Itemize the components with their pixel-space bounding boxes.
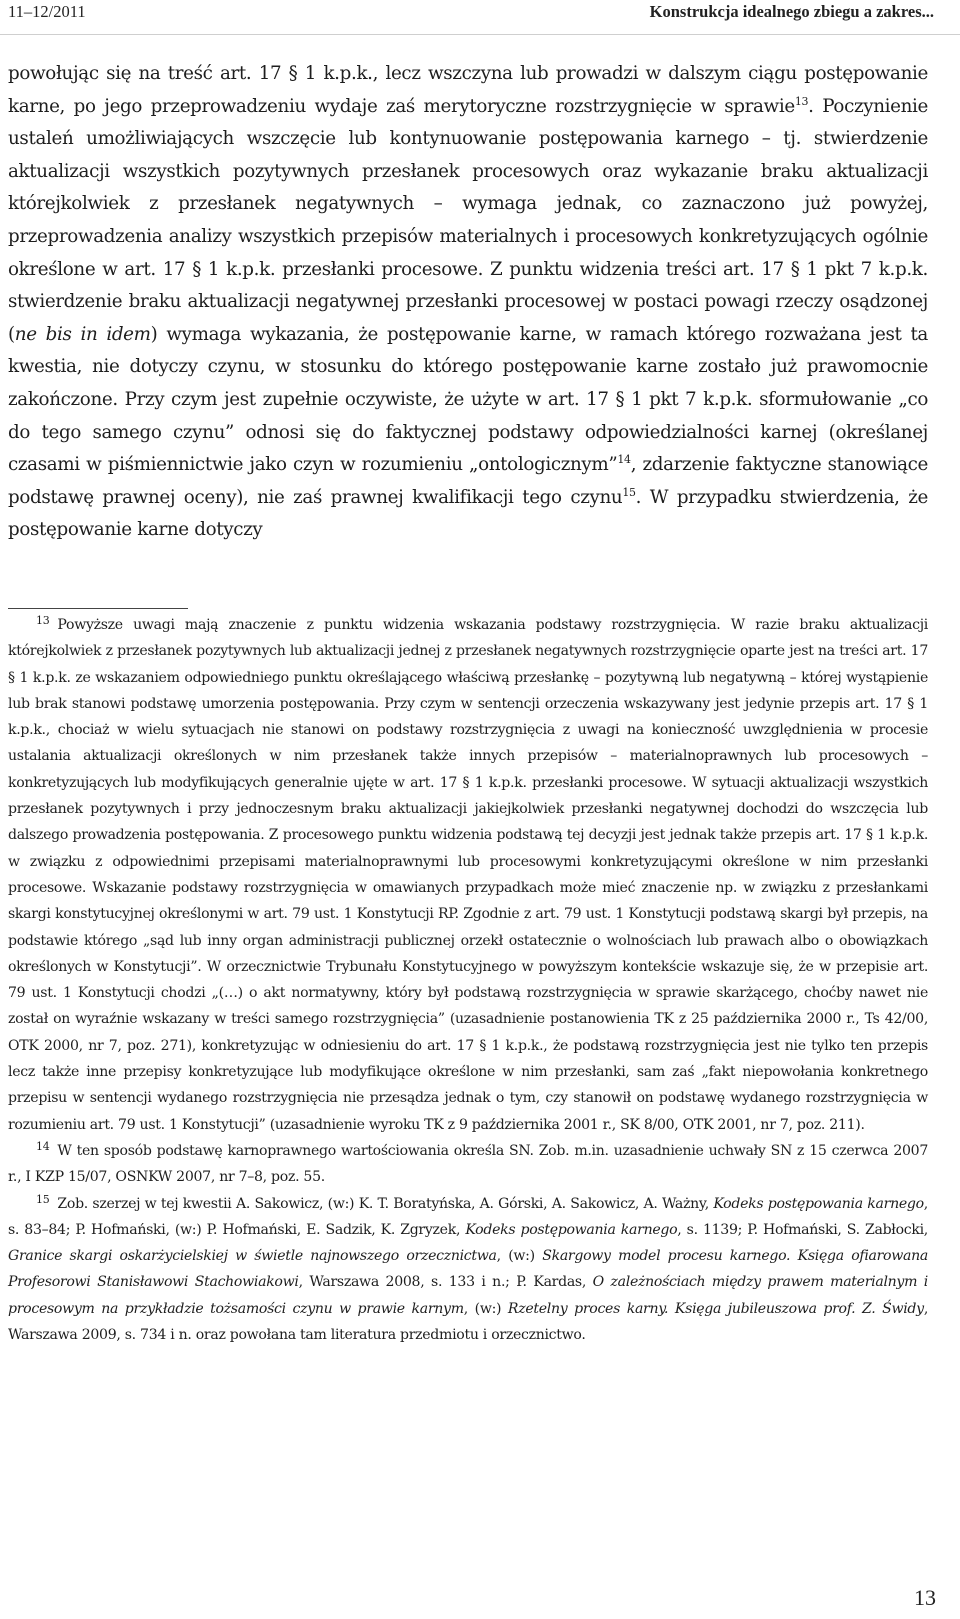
- footnote-number: 15: [36, 1192, 50, 1206]
- footnote-15: [8, 1191, 928, 1349]
- latin-phrase: ne bis in idem: [14, 323, 151, 345]
- footnote-text: Powyższe uwagi mają znaczenie z punktu widzenia wskazania podstawy rozstrzygnięcia. W razie braku aktualizacji którejkolwiek z przesłanek pozytywnych lub aktualizacji jednej z przesłanek negatywnych rozstrzygnięcie oparte jest na treści art. 17 § 1 k.p.k. ze wskazaniem odpowiedniego punktu określającego właściwą przesłankę – pozytywną lub negatywną – której wystąpienie lub brak stanowi podstawę umorzenia postępowania. Przy czym w sentencji orzeczenia wskazywany jest jedynie przepis art. 17 § 1 k.p.k., chociaż w wielu sytuacjach nie stanowi on podstawy rozstrzygnięcia z uwagi na konieczność uwzględnienia w procesie ustalania aktualizacji określonych w nim przesłanek także innych przepisów – materialnoprawnych lub procesowych – konkretyzujących lub modyfikujących generalnie ujęte w art. 17 § 1 k.p.k. przesłanki procesowe. W sytuacji aktualizacji wszystkich przesłanek pozytywnych i przy jednoczesnym braku aktualizacji jakiejkolwiek przesłanki negatywnej dochodzi do wszczęcia lub dalszego prowadzenia postępowania. Z procesowego punktu widzenia podstawą tej decyzji jest jednak także przepis art. 17 § 1 k.p.k. w związku z odpowiednimi przepisami materialnoprawnymi lub procesowymi konkretyzującymi określone w nim przesłanki procesowe. Wskazanie podstawy rozstrzygnięcia w omawianych przypadkach może mieć znaczenie np. w związku z przesłankami skargi konstytucyjnej określonymi w art. 79 ust. 1 Konstytucji RP. Zgodnie z art. 79 ust. 1 Konstytucji podstawą skargi był przepis, na podstawie którego „sąd lub inny organ administracji publicznej orzekł ostatecznie o wolnościach lub prawach albo o obowiązkach określonych w Konstytucji”. W orzecznictwie Trybunału Konstytucyjnego w powyższym kontekście wskazuje się, że w przepisie art. 79 ust. 1 Konstytucji chodzi „(…) o akt normatywny, który był podstawą rozstrzygnięcia w sprawie skarżącego, choćby nawet nie został on wyraźnie wskazany w treści samego rozstrzygnięcia” (uzasadnienie postanowienia TK z 25 października 2000 r., Ts 42/00, OTK 2000, nr 7, poz. 271), konkretyzując w odniesieniu do art. 17 § 1 k.p.k., że podstawą rozstrzygnięcia jest nie tylko ten przepis lecz także inne przepisy konkretyzujące lub modyfikujące określone w nim przesłanki, sam zaś „fakt niepowołania konkretnego przepisu w sentencji wydanego rozstrzygnięcia nie przesądza jednak o tym, czy stanowił on podstawę wydanego rozstrzygnięcia w rozumieniu art. 79 ust. 1 Konstytucji” (uzasadnienie wyroku TK z 9 października 2001 r., SK 8/00, OTK 2001, nr 7, poz. 211).: [8, 617, 928, 1133]
- article-short-title: Konstrukcja idealnego zbiegu a zakres...: [649, 2, 934, 21]
- footnote-text: , s. 1139; P. Hofmański, S. Zabłocki,: [677, 1221, 928, 1238]
- main-text-part-5: . W przypadku stwierdzenia, że postępowanie karne dotyczy: [8, 486, 928, 541]
- footnote-ref-14[interactable]: 14: [617, 453, 631, 467]
- footnote-number: 14: [36, 1139, 50, 1153]
- header-divider: [0, 34, 960, 35]
- main-text-part-2: . Poczynienie ustaleń umożliwiających wszczęcie lub kontynuowanie postępowania karnego – tj. stwierdzenie aktualizacji wszystkich pozytywnych przesłanek procesowych oraz wykazanie braku aktualizacji którejkolwiek z przesłanek negatywnych – wymaga jednak, co zaznaczono już powyżej, przeprowadzenia analizy wszystkich przepisów materialnych i procesowych konkretyzujących ogólnie określone w art. 17 § 1 k.p.k. przesłanki procesowe. Z punktu widzenia treści art. 17 § 1 pkt 7 k.p.k. stwierdzenie braku aktualizacji negatywnej przesłanki procesowej w postaci powagi rzeczy osądzonej (: [8, 95, 928, 345]
- cited-title: O zależnościach między prawem materialnym i procesowym na przykładzie tożsamości czynu w prawie karnym: [8, 1274, 928, 1317]
- footnote-separator: [8, 608, 188, 609]
- issue-label: 11–12/2011: [8, 2, 86, 21]
- main-text-part-1: powołując się na treść art. 17 § 1 k.p.k., lecz wszczyna lub prowadzi w dalszym ciągu postępowanie karne, po jego przeprowadzeniu wydaje zaś merytoryczne rozstrzygnięcie w sprawie: [8, 63, 928, 117]
- main-text-part-4: , zdarzenie faktyczne stanowiące podstawę prawnej oceny), nie zaś prawnej kwalifikacji tego czynu: [8, 454, 928, 508]
- footnote-text: , (w:): [496, 1248, 543, 1265]
- footnote-13: [8, 612, 928, 1138]
- footnote-ref-13[interactable]: 13: [794, 94, 809, 108]
- footnote-text: , Warszawa 2008, s. 133 i n.; P. Kardas,: [298, 1274, 593, 1291]
- cited-title: Kodeks postępowania karnego: [713, 1195, 924, 1212]
- page-number: 13: [914, 1585, 936, 1610]
- footnote-text: Zob. szerzej w tej kwestii A. Sakowicz, (w:) K. T. Boratyńska, A. Górski, A. Sakowicz, A. Ważny,: [57, 1195, 714, 1212]
- footnote-text: , s. 83–84; P. Hofmański, (w:) P. Hofmański, E. Sadzik, K. Zgryzek,: [8, 1195, 928, 1238]
- cited-title: Rzetelny proces karny. Księga jubileuszowa prof. Z. Świdy: [507, 1300, 924, 1317]
- footnote-text: , Warszawa 2009, s. 734 i n. oraz powołana tam literatura przedmiotu i orzecznictwo.: [8, 1300, 928, 1344]
- footnote-text: W ten sposób podstawę karnoprawnego wartościowania określa SN. Zob. m.in. uzasadnienie uchwały SN z 15 czerwca 2007 r., I KZP 15/07, OSNKW 2007, nr 7–8, poz. 55.: [8, 1142, 928, 1186]
- footnotes: [8, 612, 928, 1348]
- footnote-ref-15[interactable]: 15: [622, 485, 636, 499]
- cited-title: Kodeks postępowania karnego: [465, 1221, 678, 1238]
- main-text-part-3: ) wymaga wykazania, że postępowanie karne, w ramach którego rozważana jest ta kwestia, nie dotyczy czynu, w stosunku do którego postępowanie karne zostało już prawomocnie zakończone. Przy czym jest zupełnie oczywiste, że użyte w art. 17 § 1 pkt 7 k.p.k. sformułowanie „co do tego samego czynu” odnosi się do faktycznej podstawy odpowiedzialności karnej (określanej czasami w piśmiennictwie jako czyn w rozumieniu „ontologicznym”: [8, 323, 928, 476]
- main-paragraph: [8, 58, 928, 547]
- footnote-text: , (w:): [463, 1300, 508, 1317]
- footnote-number: 13: [36, 614, 50, 627]
- cited-title: Skargowy model procesu karnego. Księga ofiarowana Profesorowi Stanisławowi Stachowiakowi: [8, 1248, 928, 1291]
- footnote-14: [8, 1138, 928, 1191]
- running-header: [8, 2, 934, 28]
- cited-title: Granice skargi oskarżycielskiej w świetle najnowszego orzecznictwa: [8, 1248, 497, 1265]
